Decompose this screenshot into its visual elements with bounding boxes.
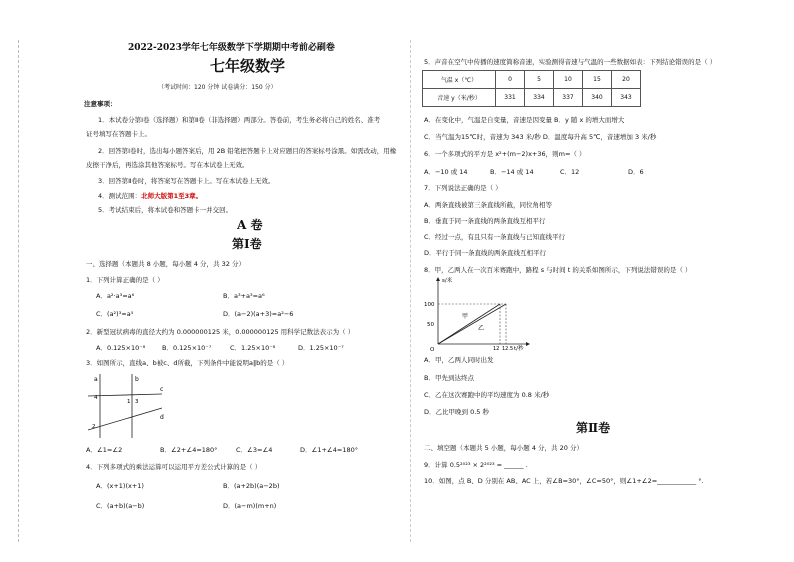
q1-option-b: B．a³+a³=a⁶ <box>223 292 265 300</box>
q5-option-ab: A．在变化中，气温是自变量，音速是因变量 B．y 随 x 的增大而增大 <box>424 116 625 124</box>
part2-heading: 二、填空题（本题共 5 小题，每小题 4 分，共 20 分） <box>424 444 583 452</box>
q8-graph <box>422 276 532 352</box>
q6-option-c: C．12 <box>560 168 580 176</box>
q3-label-4: 4 <box>94 395 98 401</box>
section-a-paper: A 卷 <box>237 218 263 232</box>
notice-item: 1．本试卷分第Ⅰ卷（选择题）和第Ⅱ卷（非选择题）两部分。答卷前，考生务必将自己的姓名、准考 <box>98 116 381 124</box>
table-cell: 10 <box>554 71 583 89</box>
q8-ytick-100: 100 <box>424 302 435 308</box>
q8-option-a: A．甲，乙两人同时出发 <box>424 356 494 364</box>
q3-label-2: 2 <box>92 424 96 430</box>
q8-option-b: B．甲先到达终点 <box>424 374 474 382</box>
q8-xtick-12: 12 <box>493 346 500 352</box>
q7-option-b: B．垂直于同一条直线的两条直线互相平行 <box>424 217 546 225</box>
notice-item: 证号填写在答题卡上。 <box>86 130 151 138</box>
q7-option-a: A．两条直线被第三条直线所截，同位角相等 <box>424 201 552 209</box>
table-cell: 音速 y（米/秒） <box>423 89 496 107</box>
notice-scope-prefix: 4．测试范围： <box>98 192 142 200</box>
q4-option-b: B．(a+2b)(a−2b) <box>223 482 280 490</box>
q5-table <box>422 70 641 107</box>
q4-option-c: C．(a+b)(a−b) <box>96 502 145 510</box>
q8-y-unit: s/米 <box>442 278 453 284</box>
table-cell: 5 <box>525 71 554 89</box>
q3-option-d: D．∠1+∠4=180° <box>300 446 358 454</box>
q8-stem: 8．甲，乙两人在一次百米赛跑中，路程 s 与时间 t 的关系如图所示，下列说法错误的是（ ） <box>424 266 692 274</box>
notice-item: 5．考试结束后，将本试卷和答题卡一并交回。 <box>98 206 233 214</box>
q6-option-d: D．6 <box>628 168 644 176</box>
notice-item: 2．回答第Ⅰ卷时，选出每小题答案后，用 2B 铅笔把答题卡上对应题目的答案标号涂黑。如需改动，用橡 <box>98 147 397 155</box>
table-row <box>423 71 641 89</box>
q3-stem: 3．如图所示，直线a、b被c、d所截，下列条件中能说明a∥b的是（ ） <box>86 359 289 367</box>
exam-info: （考试时间：120 分钟 试卷满分：150 分） <box>158 84 277 91</box>
section-paper2: 第Ⅱ卷 <box>576 421 611 435</box>
q8-x-unit: t/秒 <box>514 346 524 352</box>
q6-option-a: A．−10 或 14 <box>424 168 468 176</box>
table-cell: 15 <box>583 71 612 89</box>
column-divider <box>410 40 411 542</box>
q2-option-a: A．0.125×10⁻⁸ <box>96 344 146 352</box>
q3-label-b: b <box>135 376 139 383</box>
notice-item: 3．回答第Ⅱ卷时，将答案写在答题卡上。写在本试卷上无效。 <box>98 177 275 185</box>
exam-top-title: 2022-2023学年七年级数学下学期期中考前必刷卷 <box>128 43 335 53</box>
q8-line-jia-label: 甲 <box>462 313 469 320</box>
notice-scope-highlight: 北师大版第1至3章。 <box>141 192 203 200</box>
q8-option-d: D．乙比甲晚到 0.5 秒 <box>424 408 489 416</box>
q9-stem: 9．计算 0.5²⁰²³ × 2²⁰²³ = ______ . <box>424 461 528 469</box>
exam-main-title: 七年级数学 <box>210 57 286 75</box>
q3-figure <box>86 372 166 440</box>
q3-label-1: 1 <box>127 399 131 405</box>
q8-option-c: C．乙在这次赛跑中的平均速度为 0.8 米/秒 <box>424 391 550 399</box>
q8-origin: O <box>430 347 435 352</box>
q3-option-b: B．∠2+∠4=180° <box>160 446 218 454</box>
q1-option-d: D．(a−2)(a+3)=a²−6 <box>223 310 294 318</box>
q8-ytick-50: 50 <box>427 322 434 328</box>
q2-option-d: D．1.25×10⁻⁷ <box>298 344 344 352</box>
notice-item: 皮擦干净后，再选涂其他答案标号。写在本试卷上无效。 <box>86 161 249 169</box>
table-cell: 331 <box>496 89 525 107</box>
q4-option-d: D．(a−m)(m+n) <box>223 502 277 510</box>
notice-item-scope <box>98 192 202 200</box>
q5-stem: 5．声音在空气中传播的速度简称音速，实验测得音速与气温的一些数据如表：下列结论错误的是（ ） <box>424 58 717 66</box>
q7-stem: 7．下列说法正确的是（ ） <box>424 184 502 192</box>
notice-heading: 注意事项： <box>84 100 117 108</box>
table-cell: 343 <box>612 89 641 107</box>
table-row <box>423 89 641 107</box>
q6-option-b: B．−14 或 14 <box>490 168 534 176</box>
q7-option-c: C．经过一点，有且只有一条直线与已知直线平行 <box>424 233 566 241</box>
q6-stem: 6．一个多项式的平方是 x²+(m−2)x+36，则m=（ ） <box>424 150 586 158</box>
q1-option-c: C．(a²)³=a⁵ <box>96 310 134 318</box>
q5-option-cd: C．当气温为15℃时，音速为 343 米/秒 D．温度每升高 5℃，音速增加 3 米/秒 <box>424 133 657 141</box>
q3-option-a: A．∠1=∠2 <box>86 446 123 454</box>
q2-stem: 2．新型冠状病毒的直径大约为 0.000000125 米，0.000000125 用科学记数法表示为（ ） <box>86 328 355 336</box>
q3-label-a: a <box>94 376 98 383</box>
q3-option-c: C．∠3=∠4 <box>236 446 273 454</box>
q3-label-d: d <box>160 414 164 421</box>
table-cell: 气温 x（℃） <box>423 71 496 89</box>
q8-line-yi-label: 乙 <box>478 325 485 332</box>
table-cell: 334 <box>525 89 554 107</box>
table-cell: 340 <box>583 89 612 107</box>
q3-label-c: c <box>160 386 164 393</box>
q4-option-a: A．(x+1)(x+1) <box>96 482 144 490</box>
q1-stem: 1．下列计算正确的是（ ） <box>86 276 164 284</box>
table-cell: 337 <box>554 89 583 107</box>
part1-heading: 一、选择题（本题共 8 小题，每小题 4 分，共 32 分） <box>86 260 245 268</box>
binding-line <box>18 40 19 542</box>
q1-option-a: A．a²·a³=a⁶ <box>96 292 135 300</box>
q2-option-b: B．0.125×10⁻⁷ <box>162 344 212 352</box>
table-cell: 0 <box>496 71 525 89</box>
section-paper1: 第Ⅰ卷 <box>232 237 262 251</box>
table-cell: 20 <box>612 71 641 89</box>
q10-stem: 10．如图，点 B、D 分别在 AB、AC 上，若∠B=30°，∠C=50°，则∠1+∠2=____________ °. <box>424 477 704 485</box>
q4-stem: 4．下列多项式的乘法运算可以运用平方差公式计算的是（ ） <box>86 463 262 471</box>
q2-option-c: C．1.25×10⁻⁸ <box>230 344 276 352</box>
q8-xtick-12-5: 12.5 <box>502 346 514 352</box>
q3-label-3: 3 <box>135 399 139 405</box>
q7-option-d: D．平行于同一条直线的两条直线互相平行 <box>424 249 547 257</box>
